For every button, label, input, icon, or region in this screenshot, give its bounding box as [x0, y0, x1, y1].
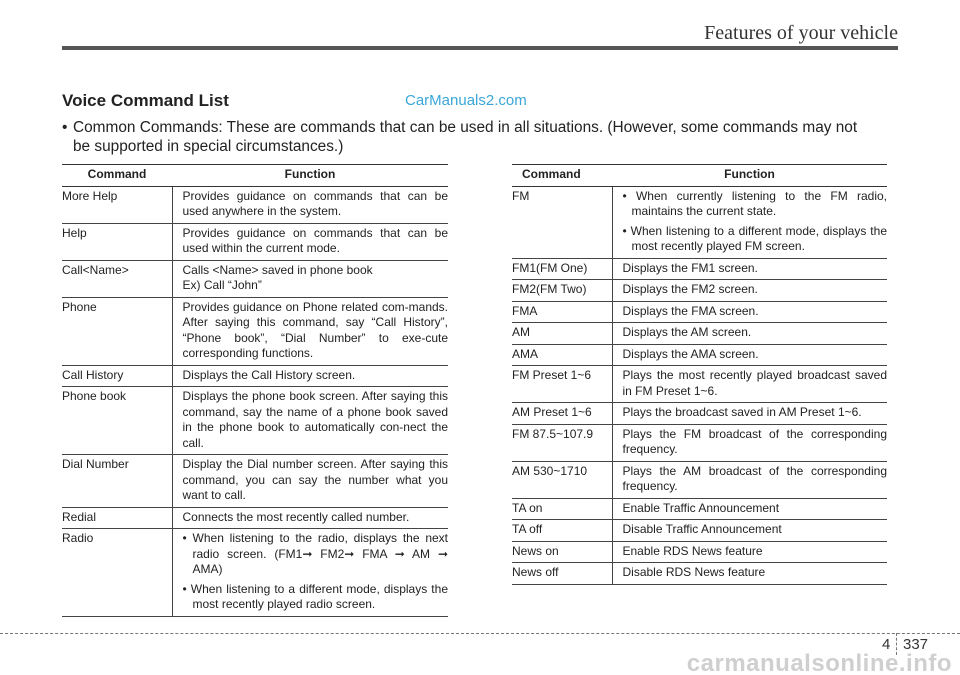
- header-rule: [62, 46, 898, 50]
- left-command-table: [62, 164, 448, 617]
- table-row: [512, 344, 887, 366]
- function-cell: Displays the phone book screen. After saying this command, say the name of a phone book saved in the phone book to automatically con-nect the call.: [172, 387, 448, 455]
- function-cell: Display the Dial number screen. After saying this command, you can say the number what you want to call.: [172, 455, 448, 508]
- command-cell: AMA: [512, 344, 612, 366]
- footer-rule: [0, 633, 960, 634]
- function-cell: [612, 186, 887, 258]
- column-header-command: Command: [62, 165, 172, 187]
- function-cell: Displays the FM2 screen.: [612, 280, 887, 302]
- command-cell: Help: [62, 223, 172, 260]
- table-row: [512, 541, 887, 563]
- function-cell: Plays the broadcast saved in AM Preset 1~6.: [612, 403, 887, 425]
- function-bullet: • When listening to the radio, displays the next radio screen. (FM1➞ FM2➞ FMA ➞ AM ➞ AMA): [182, 531, 448, 576]
- function-cell: Provides guidance on commands that can be used anywhere in the system.: [172, 186, 448, 223]
- function-cell: Plays the most recently played broadcast saved in FM Preset 1~6.: [612, 366, 887, 403]
- function-bullet: • When listening to a different mode, displays the most recently played radio screen.: [182, 581, 448, 611]
- command-cell: AM 530~1710: [512, 461, 612, 498]
- bullet-icon: •: [62, 119, 68, 136]
- command-cell: Radio: [62, 529, 172, 617]
- table-row: [512, 403, 887, 425]
- table-row: [62, 455, 448, 508]
- page-number: 337: [903, 636, 929, 653]
- function-cell: Provides guidance on Phone related com-mands. After saying this command, say “Call History”, “Phone book”, “Dial Number” to exe-cute corresponding functions.: [172, 297, 448, 365]
- table-row: [62, 507, 448, 529]
- function-cell: Enable RDS News feature: [612, 541, 887, 563]
- function-cell: Enable Traffic Announcement: [612, 498, 887, 520]
- table-row: [512, 301, 887, 323]
- table-row: [62, 186, 448, 223]
- column-header-function: Function: [172, 165, 448, 187]
- intro-paragraph: [62, 118, 902, 156]
- site-watermark: carmanualsonline.info: [686, 650, 952, 675]
- command-cell: AM Preset 1~6: [512, 403, 612, 425]
- table-row: [512, 498, 887, 520]
- function-cell: Plays the FM broadcast of the corresponding frequency.: [612, 424, 887, 461]
- table-row: [512, 323, 887, 345]
- intro-line-2: be supported in special circumstances.): [73, 138, 344, 155]
- table-row: [512, 280, 887, 302]
- table-row: [512, 424, 887, 461]
- table-row: [512, 563, 887, 585]
- column-header-function: Function: [612, 165, 887, 187]
- function-bullet: • When listening to a different mode, displays the most recently played FM screen.: [622, 223, 887, 253]
- command-cell: FM Preset 1~6: [512, 366, 612, 403]
- function-cell: [172, 529, 448, 617]
- running-header-title: Features of your vehicle: [704, 22, 898, 44]
- table-row: [512, 461, 887, 498]
- table-row: [512, 258, 887, 280]
- function-cell: Disable RDS News feature: [612, 563, 887, 585]
- table-row: [62, 223, 448, 260]
- chapter-number: 4: [882, 636, 891, 653]
- function-cell: Displays the AM screen.: [612, 323, 887, 345]
- command-cell: FM1(FM One): [512, 258, 612, 280]
- table-row: [62, 297, 448, 365]
- intro-line-1: Common Commands: These are commands that can be used in all situations. (However, some commands may not: [73, 119, 858, 136]
- command-cell: TA on: [512, 498, 612, 520]
- function-cell: Disable Traffic Announcement: [612, 520, 887, 542]
- right-command-table: [512, 164, 887, 585]
- command-cell: FM: [512, 186, 612, 258]
- command-cell: AM: [512, 323, 612, 345]
- command-cell: FMA: [512, 301, 612, 323]
- command-cell: Phone book: [62, 387, 172, 455]
- section-title: Voice Command List: [62, 91, 229, 110]
- command-cell: Redial: [62, 507, 172, 529]
- table-row: [62, 387, 448, 455]
- table-row: [512, 186, 887, 258]
- column-header-command: Command: [512, 165, 612, 187]
- function-cell: Plays the AM broadcast of the corresponding frequency.: [612, 461, 887, 498]
- function-cell: Provides guidance on commands that can be used within the current mode.: [172, 223, 448, 260]
- command-cell: Call History: [62, 365, 172, 387]
- command-cell: Call<Name>: [62, 260, 172, 297]
- command-cell: More Help: [62, 186, 172, 223]
- table-row: [512, 366, 887, 403]
- watermark-text: CarManuals2.com: [405, 92, 527, 109]
- function-text: Calls <Name> saved in phone book: [182, 262, 373, 277]
- table-row: [62, 260, 448, 297]
- table-header-row: [512, 165, 887, 187]
- table-row: [512, 520, 887, 542]
- command-cell: FM2(FM Two): [512, 280, 612, 302]
- command-cell: Phone: [62, 297, 172, 365]
- command-cell: News on: [512, 541, 612, 563]
- command-cell: FM 87.5~107.9: [512, 424, 612, 461]
- command-cell: News off: [512, 563, 612, 585]
- function-cell: [172, 260, 448, 297]
- command-cell: Dial Number: [62, 455, 172, 508]
- function-cell: Connects the most recently called number.: [172, 507, 448, 529]
- function-cell: Displays the FM1 screen.: [612, 258, 887, 280]
- function-cell: Displays the FMA screen.: [612, 301, 887, 323]
- function-cell: Displays the AMA screen.: [612, 344, 887, 366]
- table-header-row: [62, 165, 448, 187]
- command-cell: TA off: [512, 520, 612, 542]
- function-example: Ex) Call “John”: [182, 278, 262, 292]
- function-cell: Displays the Call History screen.: [172, 365, 448, 387]
- function-bullet: • When currently listening to the FM radio, maintains the current state.: [622, 188, 887, 218]
- table-row: [62, 529, 448, 617]
- table-row: [62, 365, 448, 387]
